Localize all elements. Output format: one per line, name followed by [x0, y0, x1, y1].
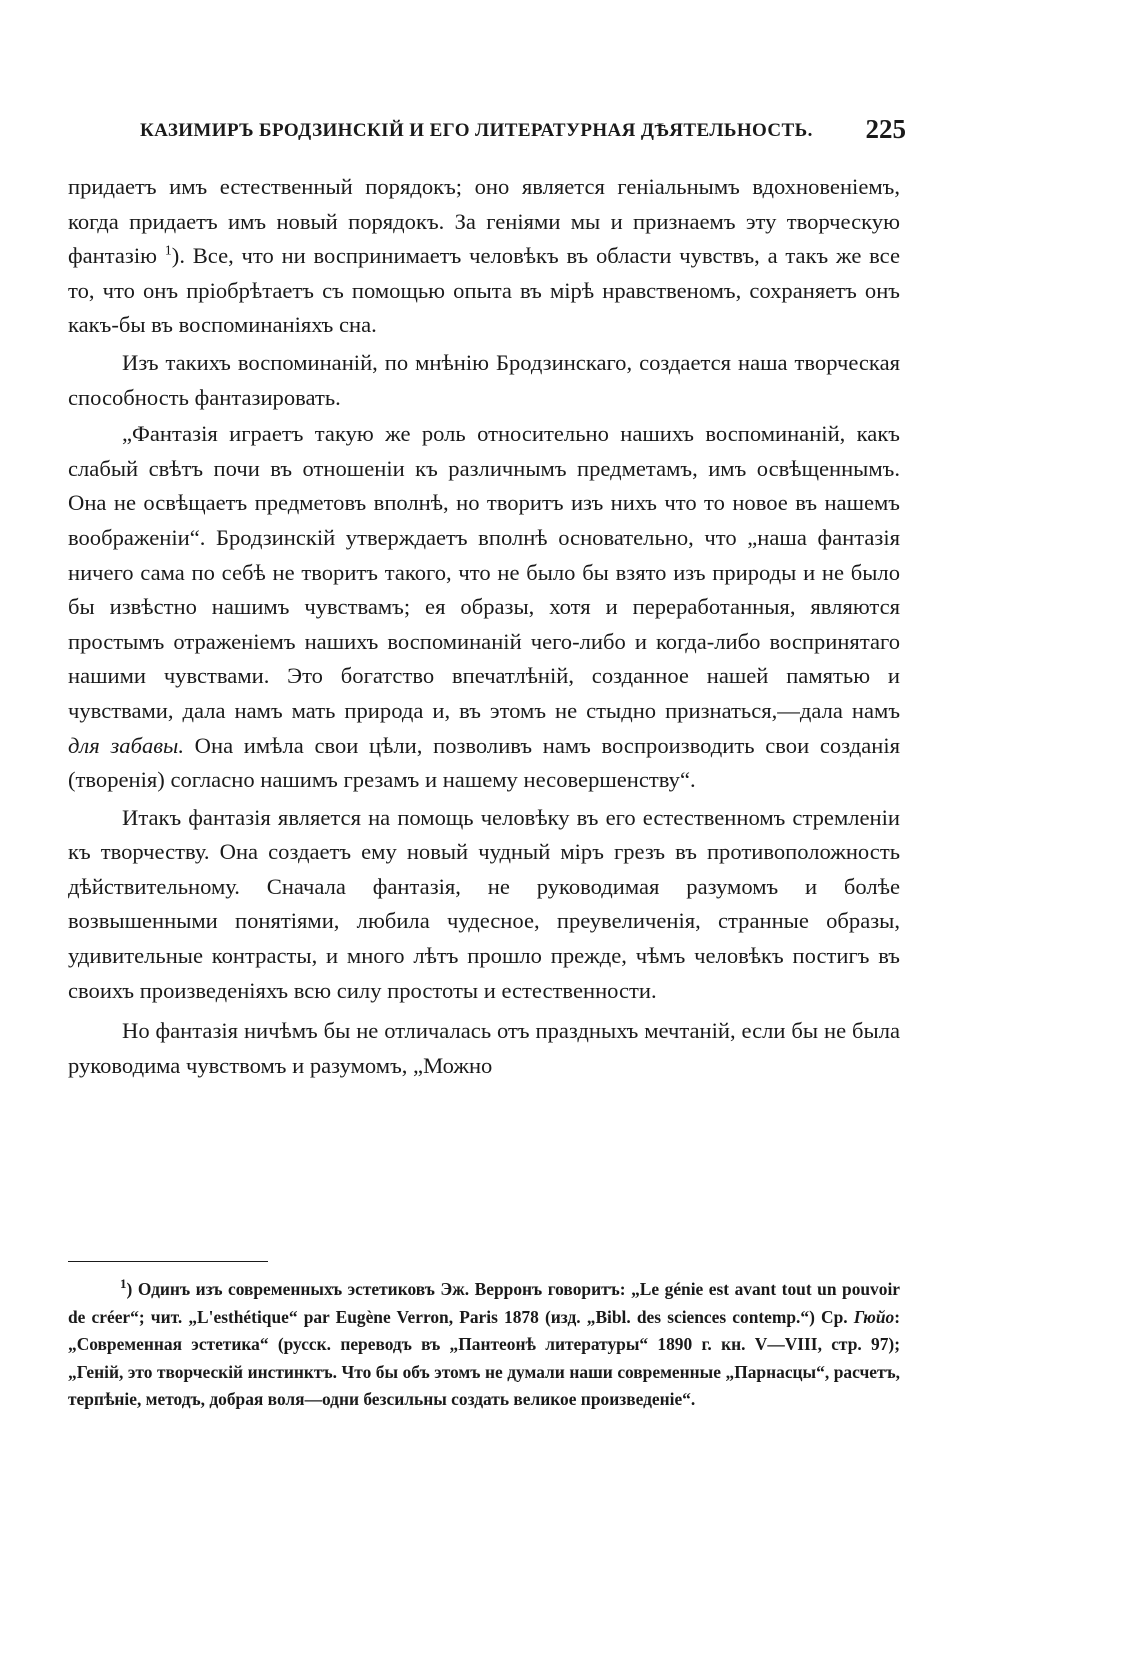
paragraph-text: Она имѣла свои цѣли, позволивъ намъ воспроизводить свои созданія (творенія) согласно нашимъ грезамъ и нашему несовершенству“. — [68, 732, 900, 793]
footnote — [68, 1276, 900, 1414]
paragraph: Изъ такихъ воспоминаній, по мнѣнію Бродзинскаго, создается наша творческая способность фантазировать. — [68, 349, 900, 410]
footnote-reference: 1 — [164, 243, 172, 259]
paragraph: Но фантазія ничѣмъ бы не отличалась отъ праздныхъ мечтаній, если бы не была руководима чувствомъ и разумомъ, „Можно — [68, 1018, 900, 1078]
running-head — [122, 114, 912, 150]
paragraph-text: ). Все, что ни воспринимаетъ человѣкъ въ области чувствъ, а такъ же все то, что онъ пріобрѣтаетъ съ помощью опыта въ мірѣ нравственомъ, сохраняетъ онъ какъ-бы въ воспоминаніяхъ сна. — [68, 243, 900, 338]
paragraph — [68, 417, 900, 798]
footnote-text: : „Современная эстетика“ (русск. переводъ въ „Пантеонѣ литературы“ 1890 г. кн. V—VIII, стр. 97); „Геній, это творческій инстинктъ. Что бы объ этомъ не думали наши современные „Парнасцы“, расчетъ, терпѣніе, методъ, добрая воля—одни безсильны создать великое произведеніе“. — [68, 1306, 900, 1409]
body-text — [68, 170, 900, 1083]
italic-emphasis: для забавы. — [68, 732, 184, 758]
footnote-marker: 1 — [120, 1276, 127, 1292]
page-number: 225 — [865, 114, 906, 144]
footnote-author-italic: Гюйо — [853, 1306, 895, 1327]
paragraph — [68, 170, 900, 343]
footnote-text: ) Одинъ изъ современныхъ эстетиковъ Эж. Верронъ говоритъ: „Le génie est avant tout un pouvoir de créer“; чит. „L'esthétique“ par Eugène Verron, Paris 1878 (изд. „Bibl. des sciences contemp.“) Ср. — [68, 1279, 900, 1327]
running-title: КАЗИМИРЪ БРОДЗИНСКІЙ И ЕГО ЛИТЕРАТУРНАЯ ДѢЯТЕЛЬНОСТЬ. — [140, 120, 813, 141]
paragraph-text: „Фантазія играетъ такую же роль относительно нашихъ воспоминаній, какъ слабый свѣтъ почи въ отношеніи къ различнымъ предметамъ, имъ освѣщеннымъ. Она не освѣщаетъ предметовъ вполнѣ, но творитъ изъ нихъ что то новое въ нашемъ воображеніи“. Бродзинскій утверждаетъ вполнѣ основательно, что „наша фантазія ничего сама по себѣ не творитъ такого, что не было бы взято изъ природы и не было бы извѣстно нашимъ чувствамъ; ея образы, хотя и переработанныя, являются простымъ отраженіемъ нашихъ воспоминаній чего-либо и когда-либо воспринятаго нашими чувствами. Это богатство впечатлѣній, созданное нашей памятью и чувствами, дала намъ мать природа и, въ этомъ не стыдно признаться,—дала намъ — [68, 421, 900, 723]
footnote-divider — [68, 1261, 268, 1262]
paragraph: Итакъ фантазія является на помощь человѣку въ его естественномъ стремленіи къ творчеству. Она создаетъ ему новый чудный міръ грезъ въ противоположность дѣйствительному. Сначала фантазія, не руководимая разумомъ и болѣе возвышенными понятіями, любила чудесное, преувеличенія, странные образы, удивительные контрасты, и много лѣтъ прошло прежде, чѣмъ человѣкъ постигъ въ своихъ произведеніяхъ всю силу простоты и естественности. — [68, 804, 900, 1003]
paragraph-text: придаетъ имъ естественный порядокъ; оно является геніальнымъ вдохновеніемъ, когда придаетъ имъ новый порядокъ. За геніями мы и признаемъ эту творческую фантазію — [68, 174, 900, 269]
